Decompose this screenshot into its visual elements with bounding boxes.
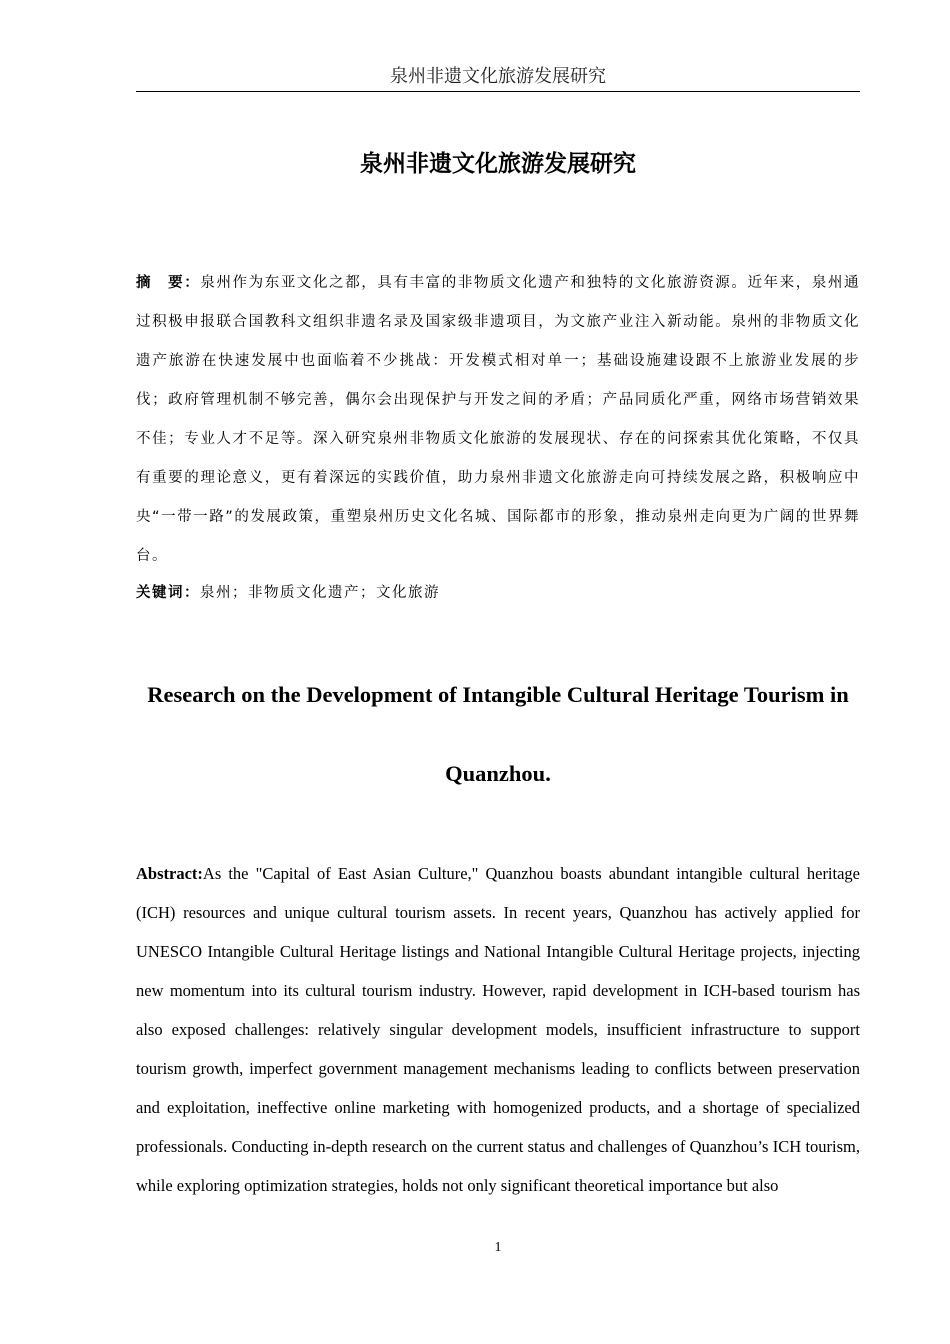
english-abstract-label: Abstract: <box>136 864 203 883</box>
page-number: 1 <box>494 1240 502 1255</box>
header-rule <box>136 91 860 92</box>
english-abstract-text: As the "Capital of East Asian Culture," Quanzhou boasts abundant intangible cultural heritage (ICH) resources and unique cultural tourism assets. In recent years, Quanzhou has actively applied for UNESCO Intangible Cultural Heritage listings and National Intangible Cultural Heritage projects, injecting new momentum into its cultural tourism industry. However, rapid development in ICH-based tourism has also exposed challenges: relatively singular development models, insufficient infrastructure to support tourism growth, imperfect government management mechanisms leading to conflicts between preservation and exploitation, ineffective online marketing with homogenized products, and a shortage of specialized professionals. Conducting in-depth research on the current status and challenges of Quanzhou’s ICH tourism, while exploring optimization strategies, holds not only significant theoretical importance but also <box>136 864 860 1195</box>
chinese-abstract <box>136 264 860 576</box>
english-abstract <box>136 854 860 1205</box>
running-header: 泉州非遗文化旅游发展研究 <box>390 66 606 86</box>
english-title: Research on the Development of Intangible Cultural Heritage Tourism in Quanzhou. <box>147 682 849 786</box>
chinese-abstract-text: 泉州作为东亚文化之都，具有丰富的非物质文化遗产和独特的文化旅游资源。近年来，泉州通过积极申报联合国教科文组织非遗名录及国家级非遗项目，为文旅产业注入新动能。泉州的非物质文化遗产旅游在快速发展中也面临着不少挑战：开发模式相对单一；基础设施建设跟不上旅游业发展的步伐；政府管理机制不够完善，偶尔会出现保护与开发之间的矛盾；产品同质化严重，网络市场营销效果不佳；专业人才不足等。深入研究泉州非物质文化旅游的发展现状、存在的问探索其优化策略，不仅具有重要的理论意义，更有着深远的实践价值，助力泉州非遗文化旅游走向可持续发展之路，积极响应中央“一带一路”的发展政策，重塑泉州历史文化名城、国际都市的形象，推动泉州走向更为广阔的世界舞台。 <box>136 275 861 564</box>
chinese-keywords-text: 泉州；非物质文化遗产；文化旅游 <box>200 585 440 601</box>
chinese-keywords-label: 关键词： <box>136 585 200 601</box>
chinese-title: 泉州非遗文化旅游发展研究 <box>360 151 636 177</box>
chinese-keywords <box>136 574 860 613</box>
chinese-abstract-label: 摘 要： <box>136 275 201 291</box>
